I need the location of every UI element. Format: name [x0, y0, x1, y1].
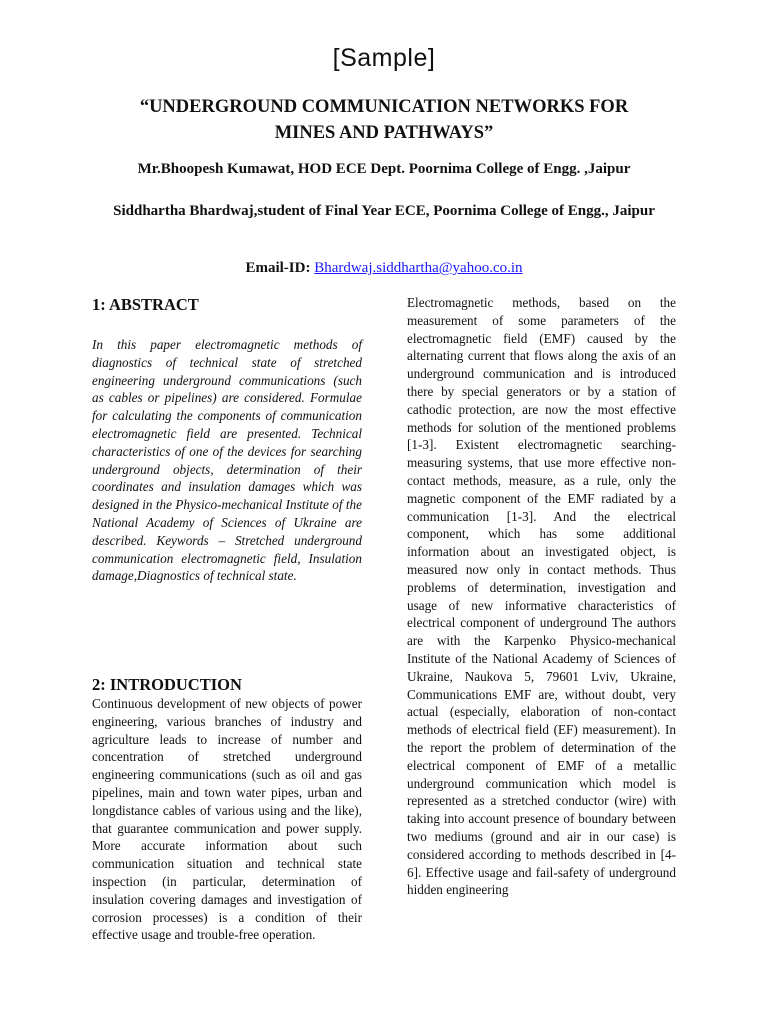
introduction-heading: 2: INTRODUCTION — [92, 675, 242, 694]
title-line-2: MINES AND PATHWAYS” — [274, 123, 494, 143]
email-label: Email-ID: — [245, 260, 311, 276]
author-1: Mr.Bhoopesh Kumawat, HOD ECE Dept. Poornima College of Engg. ,Jaipur — [137, 161, 631, 177]
introduction-text: Continuous development of new objects of power engineering, various branches of industry and agriculture leads to increase of number and concentration of stretched underground engineering communications (such as oil and gas pipelines, main and town water pipes, urban and longdistance cables of various using and the like), that guarantee communication and power supply. More accurate information about such communication situation and technical state inspection (in particular, determination of insulation covering damages and investigation of corrosion processes) is a condition of their effective usage and trouble-free operation. — [92, 696, 362, 943]
right-column-text: Electromagnetic methods, based on the measurement of some parameters of the electromagnetic field (EMF) caused by the alternating current that flows along the axis of an underground communication and is introduced there by special generators or by a station of cathodic protection, are now the most effective methods for solution of the mentioned problems [1-3]. Existent electromagnetic searching-measuring systems, that use more effective non-contact methods, measure, as a rule, only the magnetic component of the EMF radiated by a communication [1-3]. And the electrical component, which has some additional information about an investigated object, is measured now only in contact methods. Thus problems of determination, investigation and usage of new informative characteristics of electrical component of underground The authors are with the Karpenko Physico-mechanical Institute of the National Academy of Sciences of Ukraine, Naukova 5, 79601 Lviv, Ukraine, Communications EMF are, without doubt, very actual (especially, elaboration of non-contact methods of electrical field (EF) measurement). In the report the problem of determination of the electrical component of EMF of a metallic underground communication which model is represented as a stretched conductor (wire) with taking into account presence of boundary between two mediums (ground and air in our case) is considered according to methods described in [4-6]. Effective usage and fail-safety of underground hidden engineering — [407, 295, 676, 898]
abstract-heading: 1: ABSTRACT — [92, 295, 199, 314]
abstract-text: In this paper electromagnetic methods of diagnostics of technical state of stretched engineering underground communications (such as cables or pipelines) are considered. Formulae for calculating the components of communication electromagnetic field are presented. Technical characteristics of one of the devices for searching underground objects, determination of their coordinates and insulation damages which was designed in the Physico-mechanical Institute of the National Academy of Sciences of Ukraine are described. Keywords – Stretched underground communication electromagnetic field, Insulation damage,Diagnostics of technical state. — [92, 337, 362, 584]
paper-title — [80, 94, 688, 146]
title-line-1: “UNDERGROUND COMMUNICATION NETWORKS FOR — [139, 97, 629, 117]
email-line — [0, 260, 768, 277]
sample-label: [Sample] — [332, 44, 436, 72]
email-link[interactable]: Bhardwaj.siddhartha@yahoo.co.in — [314, 260, 523, 276]
author-2: Siddhartha Bhardwaj,student of Final Year ECE, Poornima College of Engg., Jaipur — [113, 203, 655, 219]
